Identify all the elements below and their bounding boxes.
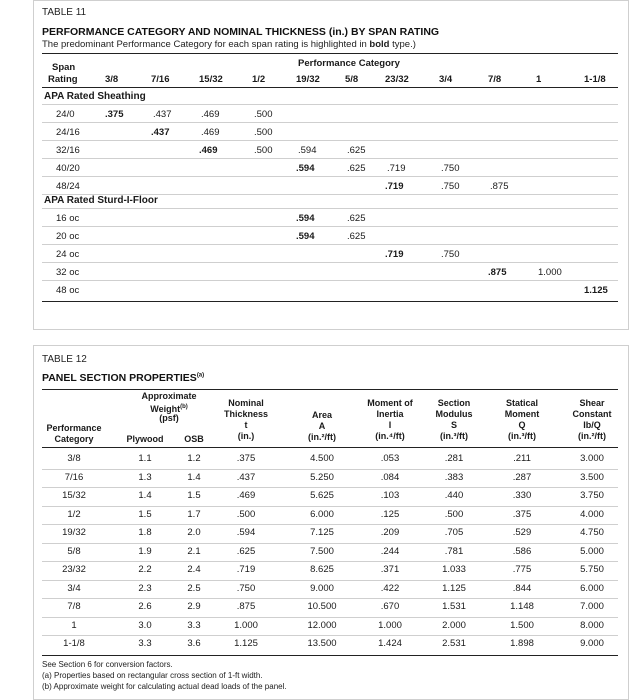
column-header: 5/8 [345,74,359,85]
category-cell: 19/32 [62,527,86,538]
row-rule [42,262,618,263]
value-cell: .281 [444,453,464,464]
row-rule [42,617,618,618]
value-cell: 4.500 [310,453,334,464]
value-cell: 5.250 [310,471,334,483]
area-header: Area [311,410,332,420]
value-cell: 5.000 [580,545,604,557]
thickness-cell: .437 [153,109,172,120]
thickness-cell: .625 [347,213,366,224]
column-header: 7/8 [488,74,502,85]
performance-category-header: Category [54,434,94,444]
value-cell: 3.3 [187,619,201,631]
plywood-header: Plywood [126,434,164,444]
thickness-cell: .594 [296,163,315,174]
thickness-cell: .750 [441,181,460,192]
table-12-panel [33,345,629,700]
value-cell: 12.000 [307,619,337,631]
value-cell: .375 [236,453,256,464]
value-cell: .084 [380,471,400,483]
section-modulus-header: S [450,420,457,430]
weight-header: (psf) [159,413,179,423]
value-cell: 1.000 [378,619,402,631]
thickness-cell: .875 [490,181,509,192]
shear-constant-header: (in.²/ft) [578,431,606,441]
value-cell: .705 [444,527,464,538]
category-cell: 7/8 [67,601,81,612]
weight-header: Approximate [141,391,197,401]
value-cell: 3.000 [580,453,604,464]
value-cell: .053 [380,453,400,464]
row-rule [42,598,618,599]
value-cell: 1.500 [510,619,534,631]
header-rule [42,447,618,448]
value-cell: 1.7 [187,508,201,520]
thickness-cell: .625 [347,145,366,156]
value-cell: 2.9 [187,601,201,612]
span-header: Rating [48,74,78,85]
value-cell: 1.000 [234,619,258,631]
thickness-cell: .750 [441,249,460,260]
value-cell: .371 [380,564,400,575]
section-modulus-header: Modulus [435,409,473,419]
span-rating-cell: 48 oc [56,285,80,296]
moment-of-inertia-header: I [388,420,392,430]
value-cell: .422 [380,582,400,594]
row-rule [42,561,618,562]
value-cell: 5.750 [580,564,604,575]
thickness-cell: .500 [254,109,273,120]
table-12-top-rule [42,389,618,390]
value-cell: 3.500 [580,471,604,483]
span-rating-cell: 20 oc [56,231,80,242]
footnote: (a) Properties based on rectangular cross section of 1-ft width. [42,670,263,680]
moment-of-inertia-header: Inertia [376,409,404,419]
footnote: See Section 6 for conversion factors. [42,659,173,669]
table-11-subtitle: The predominant Performance Category for each span rating is highlighted in bold type.) [42,39,416,50]
column-header: 1/2 [252,74,266,85]
thickness-cell: .719 [387,163,406,174]
value-cell: 1.8 [138,527,152,538]
value-cell: 3.750 [580,490,604,501]
value-cell: .125 [380,508,400,520]
value-cell: 3.3 [138,638,152,649]
category-cell: 15/32 [62,490,86,501]
value-cell: 1.125 [234,638,258,649]
value-cell: .750 [236,582,256,594]
thickness-cell: .500 [254,145,273,156]
value-cell: 1.9 [138,545,152,557]
table-11-panel [33,0,629,330]
thickness-cell: .375 [105,109,124,120]
value-cell: 4.750 [580,527,604,538]
table-12-label: TABLE 12 [42,354,87,365]
osb-header: OSB [184,434,204,444]
span-header: Span [52,62,76,73]
row-rule [42,226,618,227]
thickness-cell: .625 [347,163,366,174]
section-modulus-header: (in.³/ft) [440,431,468,441]
value-cell: 9.000 [580,638,604,649]
thickness-cell: .594 [298,145,317,156]
value-cell: 2.5 [187,582,201,594]
moment-of-inertia-header: (in.⁴/ft) [375,431,405,441]
table-12-title: PANEL SECTION PROPERTIES$^{(a)}$ [42,372,205,384]
value-cell: 1.5 [187,490,201,501]
span-rating-cell: 24/16 [56,127,80,138]
nominal-thickness-header: (in.) [237,431,255,441]
category-cell: 3/8 [67,453,81,464]
value-cell: 2.000 [442,619,466,631]
value-cell: .625 [236,545,256,557]
value-cell: 7.000 [580,601,604,612]
value-cell: 1.1 [138,453,152,464]
value-cell: 1.148 [510,601,534,612]
value-cell: .375 [512,508,532,520]
value-cell: 13.500 [307,638,337,649]
value-cell: 3.6 [187,638,201,649]
nominal-thickness-header: Nominal [228,398,264,408]
row-rule [42,580,618,581]
thickness-cell: .500 [254,127,273,138]
shear-constant-header: Constant [572,409,612,419]
column-header: 1 [536,74,542,85]
thickness-cell: .469 [201,127,220,138]
section-rule [42,208,618,209]
column-header: 15/32 [199,74,223,85]
category-cell: 3/4 [67,582,81,594]
category-cell: 5/8 [67,545,81,557]
row-rule [42,244,618,245]
column-header: 23/32 [385,74,409,85]
column-header: 3/8 [105,74,119,85]
area-header: (in.²/ft) [308,432,336,442]
value-cell: 1.424 [378,638,402,649]
span-rating-cell: 40/20 [56,163,80,174]
category-cell: 23/32 [62,564,86,575]
value-cell: 2.1 [187,545,201,557]
value-cell: .500 [444,508,464,520]
footnote: (b) Approximate weight for calculating actual dead loads of the panel. [42,681,287,691]
column-header: 3/4 [439,74,453,85]
column-header: 7/16 [151,74,170,85]
thickness-cell: .719 [385,181,404,192]
span-rating-cell: 16 oc [56,213,80,224]
row-rule [42,140,618,141]
span-rating-cell: 48/24 [56,181,80,192]
value-cell: .781 [444,545,464,557]
category-cell: 7/16 [64,471,84,483]
value-cell: 2.6 [138,601,152,612]
value-cell: 3.0 [138,619,152,631]
section-modulus-header: Section [437,398,471,408]
value-cell: .330 [512,490,532,501]
span-rating-cell: 32 oc [56,267,80,278]
value-cell: 1.125 [442,582,466,594]
shear-constant-header: Shear [579,398,605,408]
table-11-title: PERFORMANCE CATEGORY AND NOMINAL THICKNESS (in.) BY SPAN RATING [42,26,440,38]
value-cell: 1.033 [442,564,466,575]
row-rule [42,635,618,636]
value-cell: .594 [236,527,256,538]
value-cell: 7.125 [310,527,334,538]
value-cell: .875 [236,601,256,612]
section-title: APA Rated Sturd-I-Floor [44,195,158,206]
value-cell: 1.4 [187,471,201,483]
category-cell: 1-1/8 [63,638,85,649]
value-cell: 7.500 [310,545,334,557]
thickness-cell: 1.000 [538,267,562,278]
thickness-cell: .469 [201,109,220,120]
value-cell: .469 [236,490,256,501]
row-rule [42,487,618,488]
table-11-top-rule [42,53,618,54]
value-cell: 2.2 [138,564,152,575]
nominal-thickness-header: Thickness [223,409,269,419]
value-cell: .244 [380,545,400,557]
value-cell: .440 [444,490,464,501]
value-cell: 1.898 [510,638,534,649]
thickness-cell: .750 [441,163,460,174]
value-cell: 2.531 [442,638,466,649]
value-cell: 1.3 [138,471,152,483]
value-cell: 9.000 [310,582,334,594]
value-cell: 5.625 [310,490,334,501]
row-rule [42,543,618,544]
column-header: 1-1/8 [584,74,606,85]
value-cell: .287 [512,471,532,483]
nominal-thickness-header: t [244,420,248,430]
thickness-cell: .469 [199,145,218,156]
statical-moment-header: Q [518,420,526,430]
area-header: A [318,421,326,431]
row-rule [42,524,618,525]
value-cell: 4.000 [580,508,604,520]
span-rating-cell: 24 oc [56,249,80,260]
span-rating-cell: 24/0 [56,109,75,120]
thickness-cell: .719 [385,249,404,260]
statical-moment-header: (in.³/ft) [508,431,536,441]
value-cell: .670 [380,601,400,612]
column-header: 19/32 [296,74,320,85]
thickness-cell: .437 [151,127,170,138]
value-cell: .383 [444,471,464,483]
row-rule [42,158,618,159]
thickness-cell: .625 [347,231,366,242]
value-cell: 8.000 [580,619,604,631]
thickness-cell: 1.125 [584,285,608,296]
statical-moment-header: Moment [504,409,540,419]
weight-header: Weight$^{(b)}$ [150,404,188,414]
table-12-bottom-rule [42,655,618,656]
value-cell: .586 [512,545,532,557]
value-cell: 1.4 [138,490,152,501]
statical-moment-header: Statical [505,398,538,408]
value-cell: .211 [513,453,531,464]
shear-constant-header: Ib/Q [583,420,601,430]
category-cell: 1 [71,619,77,631]
row-rule [42,122,618,123]
value-cell: .209 [380,527,400,538]
category-cell: 1/2 [67,508,81,520]
value-cell: 1.531 [442,601,466,612]
moment-of-inertia-header: Moment of [367,398,413,408]
row-rule [42,469,618,470]
value-cell: 6.000 [310,508,334,520]
value-cell: .500 [236,508,256,520]
span-rating-cell: 32/16 [56,145,80,156]
section-title: APA Rated Sheathing [44,91,146,102]
section-rule [42,104,618,105]
value-cell: 2.4 [187,564,201,575]
value-cell: 8.625 [310,564,334,575]
value-cell: .103 [380,490,400,501]
row-rule [42,280,618,281]
value-cell: 2.0 [187,527,201,538]
thickness-cell: .594 [296,213,315,224]
header-rule [42,87,618,88]
thickness-cell: .875 [488,267,507,278]
performance-category-header: Performance [46,423,102,433]
row-rule [42,176,618,177]
table-11-label: TABLE 11 [42,7,87,18]
value-cell: .844 [512,582,532,594]
value-cell: 2.3 [138,582,152,594]
thickness-cell: .594 [296,231,315,242]
value-cell: .775 [512,564,532,575]
value-cell: 6.000 [580,582,604,594]
value-cell: 1.5 [138,508,152,520]
value-cell: 1.2 [187,453,201,464]
value-cell: .529 [512,527,532,538]
value-cell: .437 [236,471,256,483]
value-cell: .719 [236,564,256,575]
row-rule [42,506,618,507]
table-11-bottom-rule [42,301,618,302]
value-cell: 10.500 [307,601,337,612]
performance-category-header: Performance Category [298,58,400,69]
